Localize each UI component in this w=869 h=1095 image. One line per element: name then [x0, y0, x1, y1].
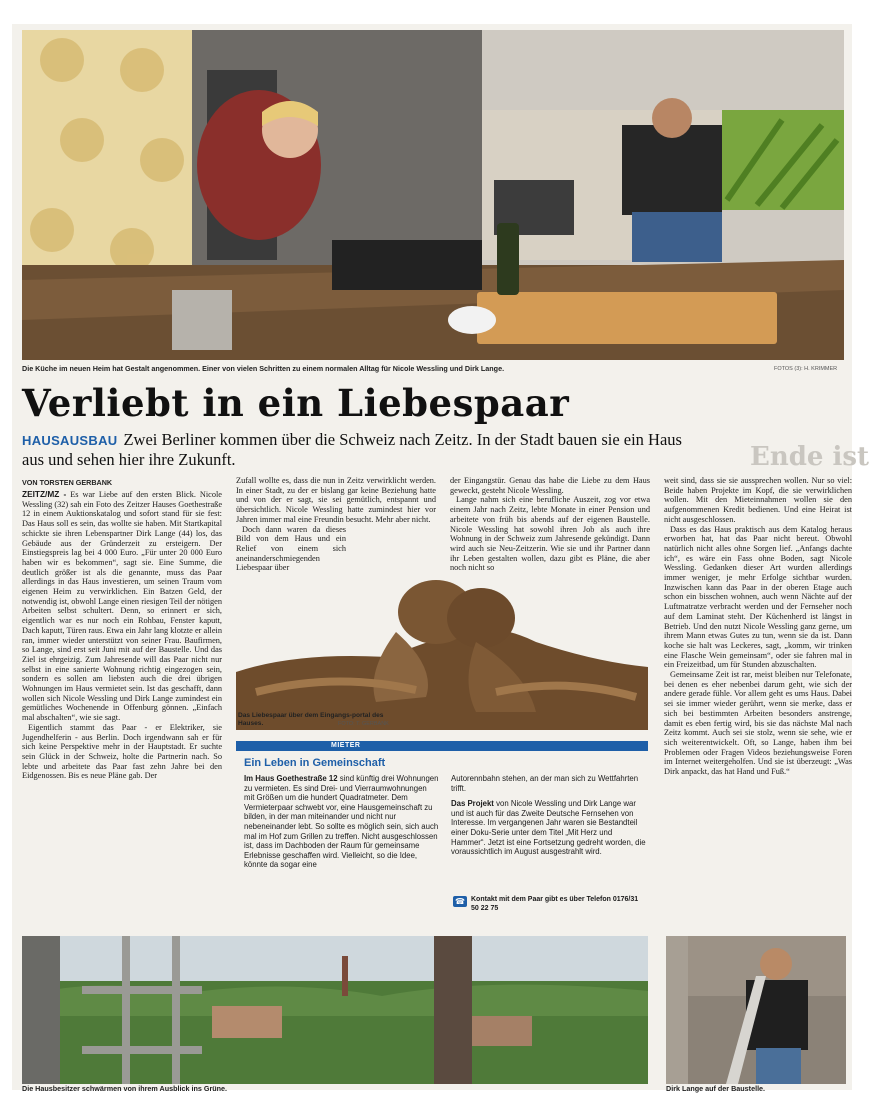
- info-box-right-text-1: Autorennbahn stehen, an der man sich zu Wettfahrten trifft.: [451, 774, 639, 793]
- headline: Verliebt in ein Liebespaar: [22, 381, 570, 425]
- kitchen-photo: [22, 30, 844, 360]
- column-3-text-b: Lange nahm sich eine berufliche Auszeit, zog vor etwa einem Jahr nach Zeitz, lebte Monate in einer Pension und arbeitete von früh bis abends auf der eigenen Baustelle. Nicole Wessling hat sowohl ihren Job als auch ihre Wohnung in der Schweiz zum Jahresende gekündigt. Dann wird auch sie Neu-Zeitzerin. Wie sie und ihr Partner dann ihr Leben gestalten wollen, dazu gibt es Pläne, die aber noch nicht so: [450, 495, 650, 573]
- info-box-tag: [236, 741, 648, 751]
- view-caption: Die Hausbesitzer schwärmen von ihrem Ausblick ins Grüne.: [22, 1084, 228, 1093]
- statue-caption: Das Liebespaar über dem Eingangs-portal des Hauses.: [238, 712, 384, 727]
- column-2-text: Zufall wollte es, dass die nun in Zeitz verwirklicht werden. In einer Stadt, zu der er bislang gar keine Beziehung hatte und von der er sagt, sie sei gemütlich, entspannt und übersichtlich. Nicole Wessling hatte zumindest hier vor Jahren immer mal eine Freundin besucht. Mehr aber nicht.: [236, 476, 436, 524]
- article-column-1: [22, 490, 222, 940]
- dirk-caption: Dirk Lange auf der Baustelle.: [666, 1084, 766, 1093]
- column-2-text-b: Doch dann waren da dieses Bild von dem Haus und ein Relief von einem sich aneinanderschmiegenden Liebespaar über: [236, 524, 346, 573]
- author-line: VON TORSTEN GERBANK: [22, 478, 113, 487]
- column-1-text: Es war Liebe auf den ersten Blick. Nicole Wessling (32) sah ein Foto des Zeitzer Hauses Goethestraße 12 in einem Auktionskatalog und sofort stand für sie fest: Das Haus soll es sein, das wollte sie haben. Mit Startkapital schickte sie ihren Lebenspartner Dirk Lange (44) los, das Gebäude aus der Gründerzeit zu ersteigern. Der Einstiegspreis lag bei 4 000 Euro. „Für unter 20 000 Euro haben wir es bekommen“, sagt sie. Eine Summe, die deutlich größer ist als die genannte, muss das Paar allerdings in das Haus investieren, um seinen Traum vom eigenen Heim zu verwirklichen. Ein Batzen Geld, der notwendig ist, obwohl Lange einen riesigen Teil der nötigen Arbeiten selbst schultert. Denn, so erinnert er sich, eigentlich war es nur noch ein Rohbau, Fenster kaputt, Dach kaputt, Türen raus. Etwa ein Jahr lang klotzte er allein ran, immer wieder unterstützt von seiner Frau. Baufirmen, so Lange, sind erst seit Juni mit auf der Baustelle. Und das Ziel ist ehrgeizig. Zum Jahresende will das Paar nicht nur selbst in eine sanierte Wohnung richtig eingezogen sein, sondern es sollen am liebsten auch die drei übrigen Wohnungen im Haus vermietet sein. Ist das geschafft, dann wollen sich Nicole Wessling und Dirk Lange zumindest ein gemütliches Wochenende in Offenburg gönnen. „Einfach mal abschalten“, wie sie sagt.: [22, 490, 222, 723]
- contact-line: Kontakt mit dem Paar gibt es über Telefon 0176/31 50 22 75: [471, 896, 639, 912]
- column-4-text: weit sind, dass sie sie aussprechen wollen. Nur so viel: Beide haben Projekte im Kopf, die sie verwirklichen wollen. Mit den Mieteinnahmen wollen sie den aufgenommenen Kredit bedienen. Und eine Heirat ist nicht ausgeschlossen.: [664, 476, 852, 524]
- info-box-right-lead: Das Projekt: [451, 799, 494, 809]
- info-box-left-lead: Im Haus Goethestraße 12: [244, 774, 338, 783]
- article-column-4: [664, 476, 852, 938]
- info-box: [236, 741, 648, 916]
- kicker: HAUSAUSBAU: [22, 433, 118, 448]
- column-1-text-b: Eigentlich stammt das Paar - er Elektriker, sie Jugendhelferin - aus Berlin. Doch irgendwann sah er für sich keine Perspektive mehr in der Hauptstadt. Er suchte sein Glück in der Schweiz, holte die Partnerin nach. So lebte und arbeitete das Paar fast zehn Jahre bei den Eidgenossen. Bis es neue Pläne gab. Der: [22, 722, 222, 781]
- info-box-left: [244, 774, 439, 870]
- dirk-photo: [666, 936, 846, 1084]
- phone-icon: ☎: [453, 896, 467, 907]
- info-box-right: [451, 774, 646, 857]
- info-box-title: Ein Leben in Gemeinschaft: [244, 757, 386, 769]
- info-box-tag-label: MIETER: [331, 742, 361, 749]
- view-photo: [22, 936, 648, 1084]
- column-3-text: der Eingangstür. Genau das habe die Liebe zu dem Haus geweckt, gesteht Nicole Wessling.: [450, 476, 650, 495]
- kitchen-photo-credit: FOTOS (3): H. KRIMMER: [774, 366, 838, 372]
- subhead-text: Zwei Berliner kommen über die Schweiz nach Zeitz. In der Stadt bauen sie ein Haus aus und sehen hier ihre Zukunft.: [22, 430, 682, 469]
- column-4-text-b: Dass es das Haus praktisch aus dem Katalog heraus erworben hat, hat das Paar nicht bereut. Obwohl natürlich nicht alles ohne Sorgen lief. „Anfangs dachte ich“, es wäre ein Fass ohne Boden, sagt Nicole Wessling. Gedanken dieser Art wurden allerdings immer weniger, je mehr Erfolge sichtbar wurden. Inzwischen kann das Paar in der oberen Etage auch schon ein bisschen wohnen, auch wenn Nächte auf der Luftmatratze verbracht werden und der Fernseher noch auf dem Laminat steht. Der Küchenherd ist längst in Betrieb. Und den nutzt Nicole Wessling ganz gerne, um ihrem Mann etwas Gutes zu tun, wenn sie da ist. Dann koche sie halt was Leckeres, sagt, „komm, wir trinken eine Flasche Wein gemeinsam“, oder sie fahren mal in ein Freizeitbad, um für Stunden abzuschalten.: [664, 524, 852, 670]
- ghost-headline: Ende ist: [750, 442, 869, 472]
- column-4-text-c: Gemeinsame Zeit ist rar, meist bleiben nur Telefonate, bei denen es eher nebenbei darum geht, wie sich der andere gerade fühle. Vor allem geht es ums Haus. Dabei sei sie immer wieder gerührt, wenn sie merke, dass er sich bei bestimmten Arbeiten besonders anstrenge, damit es eben fertig wird, bis sie das nächste Mal nach Zeitz kommt. Auch sei sie stolz, wenn sie sehe, wie er sich weiterentwickelt. Oft, so Lange, haben ihm bei Problemen oder Fragen Videos beziehungsweise Foren im Internet weitergeholfen. Und sie ist überzeugt: „Was Dirk anpackt, das hat Hand und Fuß.“: [664, 670, 852, 777]
- statue-photo-credit: FOTO: T. GERBANK: [338, 721, 389, 727]
- kitchen-caption: Die Küche im neuen Heim hat Gestalt angenommen. Einer von vielen Schritten zu einem normalen Alltag für Nicole Wessling und Dirk Lange.: [22, 364, 505, 373]
- subheadline: [22, 430, 682, 469]
- newspaper-page: [12, 24, 869, 1093]
- info-box-right-text-2: von Nicole Wessling und Dirk Lange war und ist auch für das Zweite Deutsche Fernsehen von Interesse. Im vergangenen Jahr waren sie Bestandteil einer Doku-Serie unter dem Titel „Mit Herz und Hammer“. Jetzt ist eine Fortsetzung gedreht worden, die voraussichtlich im August ausgestrahlt wird.: [451, 799, 646, 857]
- info-box-left-text: sind künftig drei Wohnungen zu vermieten. Es sind Drei- und Vierraumwohnungen mit Größen um die hundert Quadratmeter. Dem Vermieterpaar schwebt vor, eine Hausgemeinschaft zu bilden, in der man miteinander und nicht nur nebeneinander lebt. So sollte es möglich sein, sich auch mal im Hof zum Grillen zu treffen. Nicht ausgeschlossen ist, dass im Dachboden der Raum für gemeinsame Erlebnisse geschaffen wird. Vielleicht, so die Idee, könnte da sogar eine: [244, 774, 439, 870]
- statue-photo: [236, 572, 648, 730]
- dateline: ZEITZ/MZ -: [22, 489, 67, 499]
